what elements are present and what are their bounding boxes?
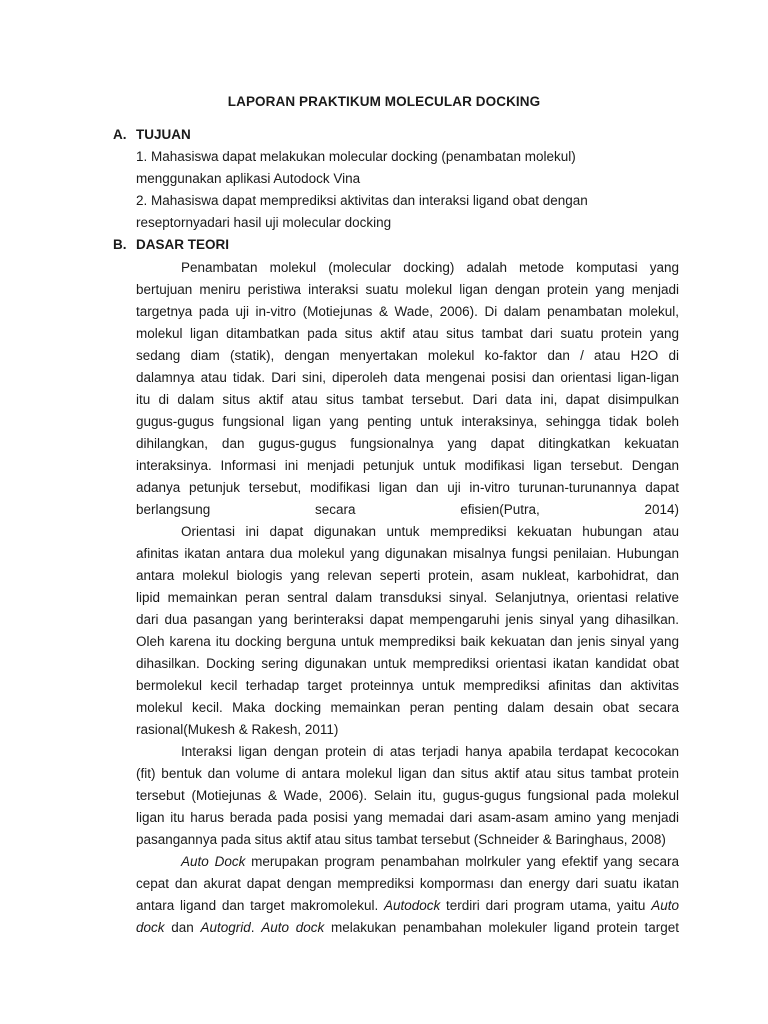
text-run: antara ligand dan target makromolekul.	[136, 898, 384, 913]
section-a-body	[136, 146, 679, 234]
paragraph-line: sedang diam (statik), dengan menyertakan molekul ko-faktor dan / atau H2O di	[136, 348, 679, 363]
section-a-letter: A.	[113, 127, 127, 142]
paragraph-line: Interaksi ligan dengan protein di atas terjadi hanya apabila terdapat kecocokan	[181, 744, 679, 759]
paragraph-line: itu di dalam situs aktif atau situs tambat tersebut. Dari data ini, dapat disimpulkan	[136, 392, 679, 407]
paragraph-line: bertujuan meniru peristiwa interaksi suatu molekul ligan dengan protein yang menjadi	[136, 282, 679, 297]
paragraph-line: Oleh karena itu docking berguna untuk memprediksi baik kekuatan dan jenis sinyal yang	[136, 634, 679, 649]
paragraph-line: berlangsung secara efisien(Putra, 2014)	[136, 502, 679, 517]
paragraph-line: ligan itu harus berada pada posisi yang memadai dari asam-asam amino yang menjadi	[136, 810, 679, 825]
paragraph-line: adanya petunjuk tersebut, modifikasi ligan dan uji in-vitro turunan-turunannya dapat	[136, 480, 679, 495]
paragraph-line: lipid memainkan peran sentral dalam transduksi sinyal. Selanjutnya, orientasi relative	[136, 590, 679, 605]
italic-term: Auto Dock	[181, 854, 246, 869]
paragraph-line: bermolekul kecil terhadap target proteinnya untuk memprediksi afinitas dan aktivitas	[136, 678, 679, 693]
text-line: 2. Mahasiswa dapat memprediksi aktivitas dan interaksi ligand obat dengan	[136, 193, 588, 208]
section-b-title: DASAR TEORI	[136, 237, 230, 252]
paragraph-line: rasional(Mukesh & Rakesh, 2011)	[136, 722, 339, 737]
section-a-title: TUJUAN	[136, 127, 191, 142]
section-a-heading	[113, 124, 191, 146]
paragraph-line	[136, 851, 679, 873]
paragraph-line: pasangannya pada situs aktif atau situs tambat tersebut (Schneider & Baringhaus, 2008)	[136, 832, 666, 847]
paragraph-line	[136, 917, 679, 939]
paragraph-line: dari dua pasangan yang berinteraksi dapat mempengaruhi jenis sinyal yang dihasilkan.	[136, 612, 679, 627]
paragraph-line: Penambatan molekul (molecular docking) adalah metode komputasi yang	[181, 260, 679, 275]
paragraph-line: molekul ligan ditambatkan pada situs aktif atau situs tambat dari suatu protein yang	[136, 326, 679, 341]
text-line: menggunakan aplikasi Autodock Vina	[136, 171, 361, 186]
text-run: terdiri dari program utama, yaitu	[440, 898, 652, 913]
section-b-heading	[113, 234, 229, 256]
text-line: 1. Mahasiswa dapat melakukan molecular docking (penambatan molekul)	[136, 149, 576, 164]
italic-term: Autodock	[383, 898, 441, 913]
page-title: LAPORAN PRAKTIKUM MOLECULAR DOCKING	[227, 94, 541, 109]
paragraph-line: cepat dan akurat dapat dengan memprediksi komporması dan energy dari suatu ikatan	[136, 876, 679, 891]
paragraph-line: molekul kecil. Maka docking memainkan peran penting dalam desain obat secara	[136, 700, 679, 715]
paragraph-line: dihilangkan, dan gugus-gugus fungsionalnya yang dapat ditingkatkan kekuatan	[136, 436, 679, 451]
section-b-body	[136, 257, 679, 939]
paragraph-line: dalamnya atau tidak. Dari sini, diperoleh data mengenai posisi dan orientasi ligan-ligan	[136, 370, 679, 385]
text-line: reseptornyadari hasil uji molecular docking	[136, 215, 392, 230]
italic-term: Auto dock	[261, 920, 325, 935]
section-b-letter: B.	[113, 237, 127, 252]
text-run: dan	[164, 920, 201, 935]
text-run: .	[250, 920, 262, 935]
italic-term: Autogrid	[200, 920, 251, 935]
paragraph-line: tersebut (Motiejunas & Wade, 2006). Selain itu, gugus-gugus fungsional pada molekul	[136, 788, 679, 803]
paragraph-line: dihasilkan. Docking sering digunakan untuk memprediksi orientasi ikatan kandidat obat	[136, 656, 679, 671]
paragraph-line: antara molekul biologis yang relevan seperti protein, asam nukleat, karbohidrat, dan	[136, 568, 679, 583]
paragraph-line: gugus-gugus fungsional ligan yang penting untuk interaksinya, sehingga tidak boleh	[136, 414, 679, 429]
paragraph-line: Orientasi ini dapat digunakan untuk memprediksi kekuatan hubungan atau	[181, 524, 679, 539]
paragraph-line: (fit) bentuk dan volume di antara molekul ligan dan situs aktif atau situs tambat protein	[136, 766, 679, 781]
italic-term: Auto	[651, 898, 679, 913]
italic-term: dock	[136, 920, 165, 935]
text-run: melakukan penambahan molekuler ligand protein target	[324, 920, 679, 935]
paragraph-line: interaksinya. Informasi ini menjadi petunjuk untuk modifikasi ligan tersebut. Dengan	[136, 458, 679, 473]
text-run: merupakan program penambahan molrkuler yang efektif yang secara	[245, 854, 679, 869]
paragraph-line: afinitas ikatan antara dua molekul yang digunakan misalnya fungsi penilaian. Hubungan	[136, 546, 679, 561]
paragraph-line: targetnya pada uji in-vitro (Motiejunas & Wade, 2006). Di dalam penambatan molekul,	[136, 304, 679, 319]
paragraph-line	[136, 895, 679, 917]
